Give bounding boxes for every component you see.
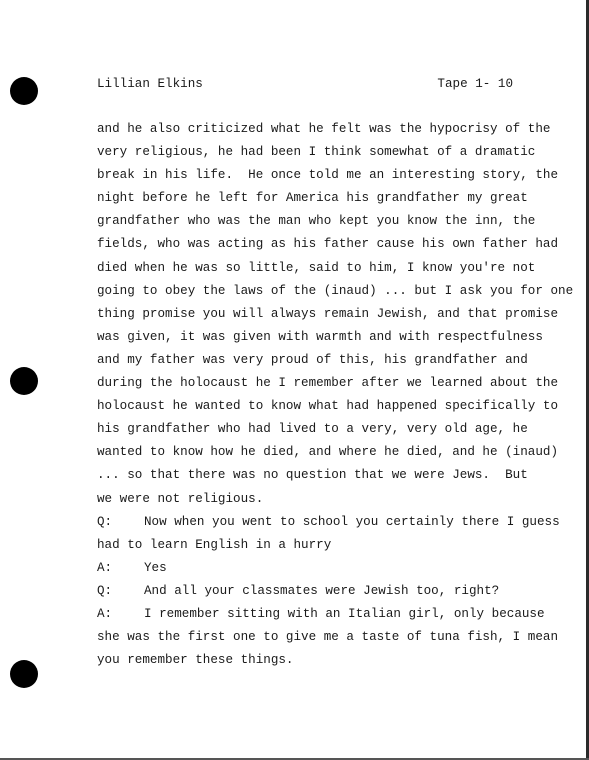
paragraph-line: wanted to know how he died, and where he died, and he (inaud)	[97, 445, 559, 460]
speaker-label: Q:	[97, 514, 113, 529]
paragraph-line: going to obey the laws of the (inaud) ... but I ask you for one	[97, 283, 574, 298]
dialogue-continuation-line: you remember these things.	[97, 653, 294, 668]
dialogue-line	[97, 606, 547, 629]
punch-hole-top	[10, 77, 38, 105]
paragraph-line: his grandfather who had lived to a very, very old age, he	[97, 422, 528, 437]
tape-page-number: Tape 1- 10	[437, 77, 513, 91]
interviewee-name: Lillian Elkins	[97, 77, 203, 91]
paragraph-line: grandfather who was the man who kept you know the inn, the	[97, 214, 536, 229]
speech-text: Now when you went to school you certainly there I guess	[144, 514, 560, 529]
dialogue-continuation-line: she was the first one to give me a taste of tuna fish, I mean	[97, 630, 559, 645]
dialogue-line	[97, 514, 560, 537]
dialogue-continuation-line: had to learn English in a hurry	[97, 537, 332, 552]
paragraph-line: ... so that there was no question that we were Jews. But	[97, 468, 528, 483]
speaker-label: Q:	[97, 583, 113, 598]
speaker-label: A:	[97, 606, 113, 621]
paragraph-line: died when he was so little, said to him, I know you're not	[97, 260, 536, 275]
paragraph-line: holocaust he wanted to know what had happened specifically to	[97, 399, 559, 414]
speaker-label: A:	[97, 560, 113, 575]
paragraph-line: during the holocaust he I remember after we learned about the	[97, 376, 559, 391]
transcript-body	[97, 121, 574, 675]
punch-hole-middle	[10, 367, 38, 395]
dialogue-line	[97, 560, 547, 583]
paragraph-line: we were not religious.	[97, 491, 264, 506]
dialogue-line	[97, 583, 547, 606]
paragraph-line: break in his life. He once told me an interesting story, the	[97, 168, 559, 183]
paragraph-line: and he also criticized what he felt was the hypocrisy of the	[97, 122, 551, 136]
paragraph-line: and my father was very proud of this, his grandfather and	[97, 352, 528, 367]
paragraph-line: night before he left for America his grandfather my great	[97, 191, 528, 206]
speech-text: Yes	[144, 560, 167, 575]
paragraph-line: was given, it was given with warmth and with respectfulness	[97, 329, 543, 344]
paragraph-line: thing promise you will always remain Jewish, and that promise	[97, 306, 559, 321]
punch-hole-bottom	[10, 660, 38, 688]
paragraph-line: fields, who was acting as his father cause his own father had	[97, 237, 559, 252]
speech-text: And all your classmates were Jewish too, right?	[144, 583, 500, 598]
paragraph-line: very religious, he had been I think somewhat of a dramatic	[97, 145, 536, 160]
speech-text: I remember sitting with an Italian girl, only because	[144, 606, 545, 621]
